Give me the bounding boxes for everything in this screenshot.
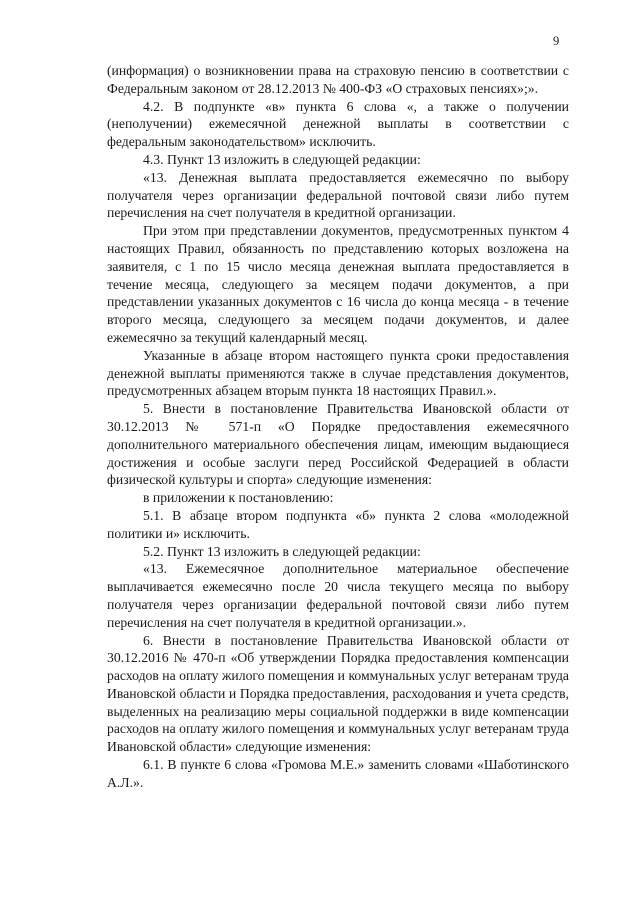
document-body <box>107 62 569 792</box>
paragraph-appendix: в приложении к постановлению: <box>143 490 334 506</box>
paragraph-quote-13: «13. Денежная выплата предоставляется ежемесячно по выбору получателя через организации федеральной почтовой связи либо путем перечисления на счет получателя в кредитной организации. <box>107 169 569 221</box>
paragraph-6: 6. Внести в постановление Правительства Ивановской области от 30.12.2016 № 470-п «Об утверждении Порядка предоставления компенсации расходов на оплату жилого помещения и коммунальных услуг ветеранам труда Ивановской области и Порядка предоставления, расходования и учета средств, выделенных на реализацию меры социальной поддержки в виде компенсации расходов на оплату жилого помещения и коммунальных услуг ветеранам труда Ивановской области» следующие изменения: <box>107 632 569 755</box>
paragraph-continuation: (информация) о возникновении права на страховую пенсию в соответствии с Федеральным законом от 28.12.2013 № 400-ФЗ «О страховых пенсиях»;». <box>107 63 569 96</box>
page-number: 9 <box>553 34 560 48</box>
paragraph-4-3: 4.3. Пункт 13 изложить в следующей редакции: <box>143 151 421 167</box>
paragraph-deadlines: Указанные в абзаце втором настоящего пункта сроки предоставления денежной выплаты применяются также в случае представления документов, предусмотренных абзацем вторым пункта 18 настоящих Правил.». <box>107 347 569 399</box>
paragraph-5: 5. Внести в постановление Правительства Ивановской области от 30.12.2013 № 571-п «О Порядке предоставления ежемесячного дополнительного материального обеспечения лицам, имеющим выдающиеся достижения и особые заслуги перед Российской Федерацией в области физической культуры и спорта» следующие изменения: <box>107 401 569 488</box>
paragraph-5-1: 5.1. В абзаце втором подпункта «б» пункта 2 слова «молодежной политики и» исключить. <box>107 507 569 541</box>
paragraph-quote-13-b: «13. Ежемесячное дополнительное материальное обеспечение выплачивается ежемесячно после 20 числа текущего месяца по выбору получателя через организации федеральной почтовой связи либо путем перечисления на счет получателя в кредитной организации.». <box>107 561 569 630</box>
paragraph-terms: При этом при представлении документов, предусмотренных пунктом 4 настоящих Правил, обязанность по представлению которых возложена на заявителя, с 1 по 15 число месяца денежная выплата предоставляется в течение месяца, следующего за месяцем подачи документов, а при представлении указанных документов с 16 числа до конца месяца - в течение второго месяца, следующего за месяцем подачи документов, и далее ежемесячно за текущий календарный месяц. <box>107 223 569 345</box>
paragraph-6-1: 6.1. В пункте 6 слова «Громова М.Е.» заменить словами «Шаботинского А.Л.». <box>107 757 569 790</box>
paragraph-5-2: 5.2. Пункт 13 изложить в следующей редакции: <box>143 543 421 559</box>
paragraph-4-2: 4.2. В подпункте «в» пункта 6 слова «, а также о получении (неполучении) ежемесячной денежной выплаты в соответствии с федеральным законодательством» исключить. <box>107 98 569 150</box>
